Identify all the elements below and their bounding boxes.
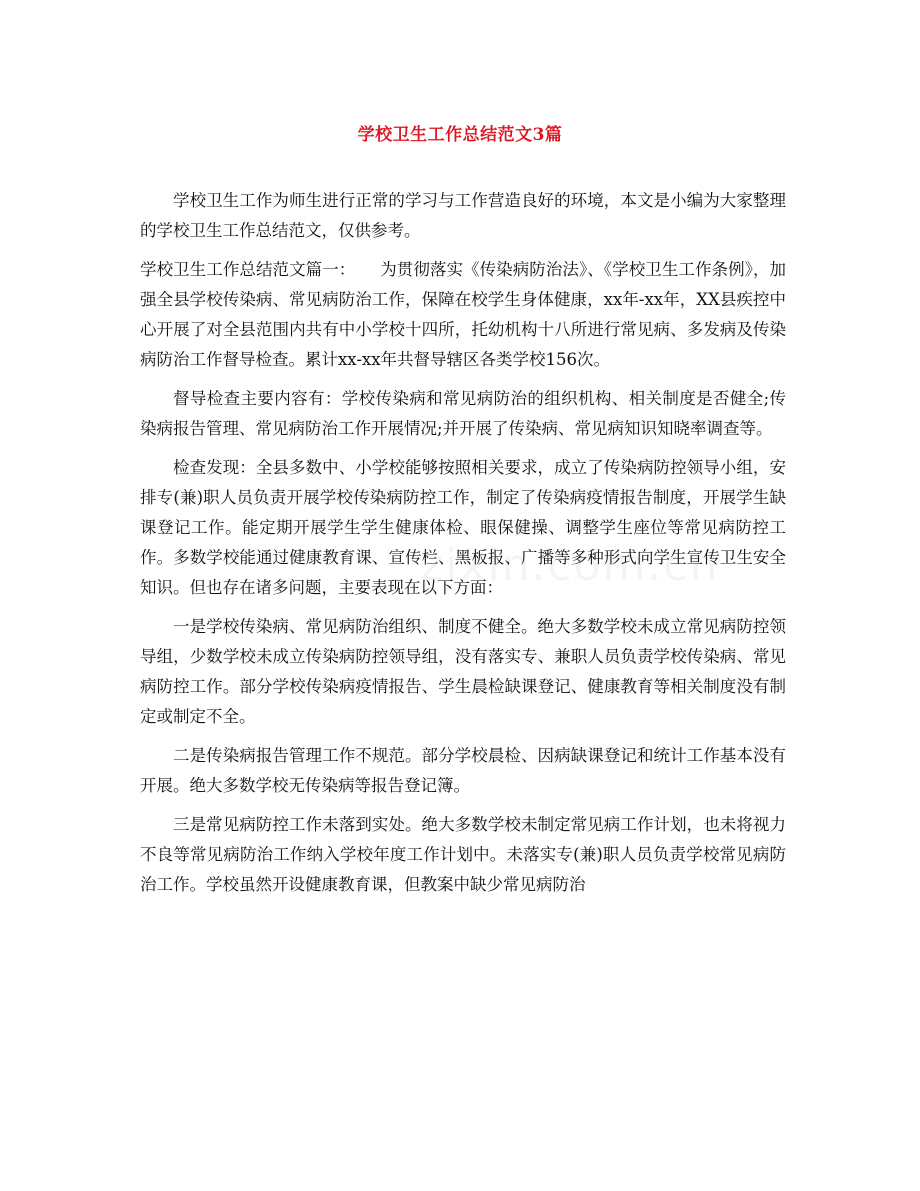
- inspection-content-paragraph: 督导检查主要内容有：学校传染病和常见病防治的组织机构、相关制度是否健全;传染病报告管理、常见病防治工作开展情况;并开展了传染病、常见病知识知晓率调查等。: [140, 389, 786, 438]
- problem-three-paragraph: 三是常见病防控工作未落到实处。绝大多数学校未制定常见病工作计划，也未将视力不良等常见病防治工作纳入学校年度工作计划中。未落实专(兼)职人员负责学校常见病防治工作。学校虽然开设健康教育课，但教案中缺少常见病防治: [140, 815, 786, 894]
- section-one-paragraph: 学校卫生工作总结范文篇一： 为贯彻落实《传染病防治法》、《学校卫生工作条例》，加强全县学校传染病、常见病防治工作，保障在校学生身体健康，xx年-xx年，XX县疾控中心开展了对全县范围内共有中小学校十四所，托幼机构十八所进行常见病、多发病及传染病防治工作督导检查。累计xx-xx年共督导辖区各类学校156次。: [140, 260, 786, 369]
- inspection-findings-paragraph: 检查发现：全县多数中、小学校能够按照相关要求，成立了传染病防控领导小组，安排专(兼)职人员负责开展学校传染病防控工作，制定了传染病疫情报告制度，开展学生缺课登记工作。能定期开展学生学生健康体检、眼保健操、调整学生座位等常见病防控工作。多数学校能通过健康教育课、宣传栏、黑板报、广播等多种形式向学生宣传卫生安全知识。但也存在诸多问题，主要表现在以下方面：: [140, 458, 786, 597]
- problem-two-paragraph: 二是传染病报告管理工作不规范。部分学校晨检、因病缺课登记和统计工作基本没有开展。绝大多数学校无传染病等报告登记簿。: [140, 746, 786, 795]
- intro-paragraph: 学校卫生工作为师生进行正常的学习与工作营造良好的环境，本文是小编为大家整理的学校卫生工作总结范文，仅供参考。: [140, 191, 786, 240]
- document-body: [140, 186, 786, 909]
- document-title: 学校卫生工作总结范文3篇: [357, 125, 563, 145]
- problem-one-paragraph: 一是学校传染病、常见病防治组织、制度不健全。绝大多数学校未成立常见病防控领导组，少数学校未成立传染病防控领导组，没有落实专、兼职人员负责学校传染病、常见病防控工作。部分学校传染病疫情报告、学生晨检缺课登记、健康教育等相关制度没有制定或制定不全。: [140, 617, 786, 726]
